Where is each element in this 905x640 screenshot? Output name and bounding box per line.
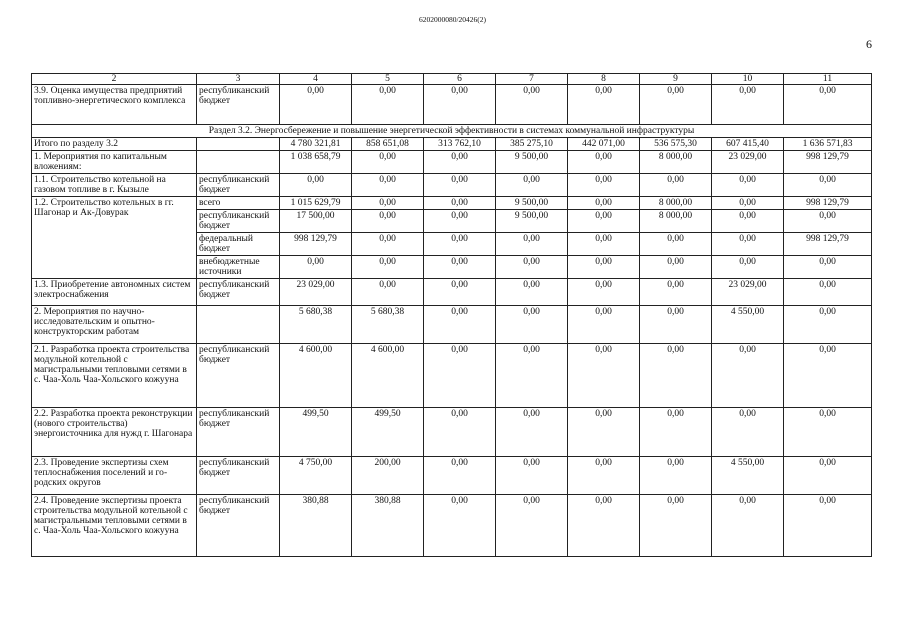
funding-source: федеральный бюджет [197, 233, 280, 256]
value-cell: 0,00 [496, 408, 568, 457]
value-cell: 385 275,10 [496, 138, 568, 151]
row-label: 2. Мероприятия по научно-исследовательским и опытно-конструкторским работам [32, 306, 197, 344]
funding-source: республиканский бюджет [197, 408, 280, 457]
value-cell: 0,00 [568, 408, 640, 457]
table-row [32, 138, 872, 151]
value-cell: 0,00 [496, 256, 568, 279]
value-cell: 0,00 [712, 408, 784, 457]
section-title: Раздел 3.2. Энергосбережение и повышение энергетической эффективности в системах коммунальной инфраструктуры [32, 125, 872, 138]
value-cell: 0,00 [424, 408, 496, 457]
table-body [32, 85, 872, 557]
value-cell: 0,00 [352, 174, 424, 197]
value-cell: 0,00 [568, 233, 640, 256]
value-cell: 0,00 [640, 306, 712, 344]
funding-source: республиканский бюджет [197, 85, 280, 125]
total-label: Итого по разделу 3.2 [32, 138, 197, 151]
column-header-8: 8 [568, 74, 640, 85]
row-label: 2.3. Проведение экспертизы схем теплоснабжения поселений и городских округов [32, 457, 197, 495]
value-cell: 4 780 321,81 [280, 138, 352, 151]
value-cell: 0,00 [496, 233, 568, 256]
value-cell: 0,00 [280, 85, 352, 125]
funding-source: республиканский бюджет [197, 210, 280, 233]
value-cell: 0,00 [640, 279, 712, 306]
section-row [32, 125, 872, 138]
row-label: 2.2. Разработка проекта реконструкции (нового строительства) энергоисточника для нужд г. Шагонара [32, 408, 197, 457]
value-cell: 0,00 [352, 233, 424, 256]
table-header [32, 74, 872, 85]
funding-source: республиканский бюджет [197, 457, 280, 495]
value-cell: 442 071,00 [568, 138, 640, 151]
value-cell: 4 600,00 [280, 344, 352, 408]
value-cell: 0,00 [496, 85, 568, 125]
funding-source: всего [197, 197, 280, 210]
value-cell: 0,00 [568, 151, 640, 174]
value-cell: 0,00 [784, 174, 872, 197]
value-cell: 0,00 [424, 256, 496, 279]
column-header-6: 6 [424, 74, 496, 85]
value-cell: 499,50 [280, 408, 352, 457]
value-cell: 0,00 [424, 279, 496, 306]
value-cell: 0,00 [640, 256, 712, 279]
value-cell: 4 550,00 [712, 457, 784, 495]
table-row [32, 151, 872, 174]
table-row [32, 457, 872, 495]
value-cell: 0,00 [496, 344, 568, 408]
value-cell: 0,00 [640, 174, 712, 197]
value-cell: 0,00 [784, 408, 872, 457]
funding-source: республиканский бюджет [197, 279, 280, 306]
funding-source [197, 138, 280, 151]
table-row [32, 197, 872, 210]
value-cell: 23 029,00 [712, 151, 784, 174]
value-cell: 0,00 [640, 457, 712, 495]
row-label: 3.9. Оценка имущества предприятий топливно-энергетического комплекса [32, 85, 197, 125]
value-cell: 0,00 [424, 344, 496, 408]
row-label: 2.4. Проведение экспертизы проекта строительства модульной котельной с магистральными тепловыми сетями в с. Чаа-Холь Чаа-Хольского кожууна [32, 495, 197, 557]
value-cell: 0,00 [784, 495, 872, 557]
value-cell: 0,00 [712, 85, 784, 125]
value-cell: 200,00 [352, 457, 424, 495]
value-cell: 0,00 [784, 256, 872, 279]
value-cell: 1 636 571,83 [784, 138, 872, 151]
value-cell: 0,00 [568, 85, 640, 125]
value-cell: 9 500,00 [496, 197, 568, 210]
value-cell: 0,00 [352, 197, 424, 210]
value-cell: 0,00 [424, 495, 496, 557]
value-cell: 0,00 [424, 233, 496, 256]
value-cell: 4 600,00 [352, 344, 424, 408]
value-cell: 0,00 [352, 210, 424, 233]
value-cell: 380,88 [352, 495, 424, 557]
value-cell: 0,00 [424, 210, 496, 233]
value-cell: 0,00 [784, 85, 872, 125]
value-cell: 23 029,00 [280, 279, 352, 306]
value-cell: 0,00 [640, 344, 712, 408]
row-label: 1.1. Строительство котельной на газовом топливе в г. Кызыле [32, 174, 197, 197]
table-row [32, 306, 872, 344]
table-row [32, 344, 872, 408]
value-cell: 0,00 [640, 408, 712, 457]
funding-source: республиканский бюджет [197, 174, 280, 197]
column-header-4: 4 [280, 74, 352, 85]
value-cell: 0,00 [424, 151, 496, 174]
value-cell: 0,00 [424, 306, 496, 344]
value-cell: 499,50 [352, 408, 424, 457]
value-cell: 1 038 658,79 [280, 151, 352, 174]
page-number: 6 [866, 37, 872, 51]
value-cell: 0,00 [784, 344, 872, 408]
value-cell: 0,00 [568, 344, 640, 408]
value-cell: 0,00 [784, 306, 872, 344]
value-cell: 0,00 [712, 495, 784, 557]
table-row [32, 85, 872, 125]
table-row [32, 495, 872, 557]
value-cell: 23 029,00 [712, 279, 784, 306]
value-cell: 0,00 [496, 495, 568, 557]
value-cell: 8 000,00 [640, 151, 712, 174]
value-cell: 998 129,79 [784, 151, 872, 174]
value-cell: 0,00 [424, 85, 496, 125]
value-cell: 998 129,79 [280, 233, 352, 256]
value-cell: 313 762,10 [424, 138, 496, 151]
value-cell: 9 500,00 [496, 151, 568, 174]
column-header-5: 5 [352, 74, 424, 85]
funding-source [197, 306, 280, 344]
value-cell: 0,00 [568, 256, 640, 279]
value-cell: 0,00 [352, 256, 424, 279]
value-cell: 0,00 [352, 85, 424, 125]
value-cell: 998 129,79 [784, 233, 872, 256]
funding-source: республиканский бюджет [197, 344, 280, 408]
value-cell: 5 680,38 [352, 306, 424, 344]
table-row [32, 408, 872, 457]
value-cell: 8 000,00 [640, 197, 712, 210]
value-cell: 1 015 629,79 [280, 197, 352, 210]
value-cell: 380,88 [280, 495, 352, 557]
column-header-9: 9 [640, 74, 712, 85]
value-cell: 0,00 [712, 233, 784, 256]
value-cell: 0,00 [568, 279, 640, 306]
funding-source: внебюджетные источники [197, 256, 280, 279]
value-cell: 0,00 [352, 151, 424, 174]
budget-table [31, 73, 872, 557]
row-label: 2.1. Разработка проекта строительства модульной котельной с магистральными тепловыми сетями в с. Чаа-Холь Чаа-Хольского кожууна [32, 344, 197, 408]
row-label: 1. Мероприятия по капитальным вложениям: [32, 151, 197, 174]
value-cell: 0,00 [424, 174, 496, 197]
value-cell: 0,00 [640, 233, 712, 256]
row-label: 1.3. Приобретение автономных систем электроснабжения [32, 279, 197, 306]
value-cell: 0,00 [496, 306, 568, 344]
funding-source [197, 151, 280, 174]
value-cell: 0,00 [280, 256, 352, 279]
value-cell: 0,00 [424, 197, 496, 210]
row-label: 1.2. Строительство котельных в гг. Шагонар и Ак-Довурак [32, 197, 197, 279]
value-cell: 0,00 [784, 457, 872, 495]
value-cell: 0,00 [568, 457, 640, 495]
column-header-7: 7 [496, 74, 568, 85]
table-row [32, 174, 872, 197]
table-row [32, 279, 872, 306]
value-cell: 0,00 [568, 210, 640, 233]
value-cell: 0,00 [352, 279, 424, 306]
value-cell: 17 500,00 [280, 210, 352, 233]
value-cell: 5 680,38 [280, 306, 352, 344]
value-cell: 8 000,00 [640, 210, 712, 233]
value-cell: 0,00 [568, 495, 640, 557]
value-cell: 0,00 [496, 457, 568, 495]
column-header-2: 2 [32, 74, 197, 85]
funding-source: республиканский бюджет [197, 495, 280, 557]
value-cell: 607 415,40 [712, 138, 784, 151]
value-cell: 0,00 [640, 495, 712, 557]
value-cell: 0,00 [496, 279, 568, 306]
value-cell: 0,00 [424, 457, 496, 495]
value-cell: 0,00 [784, 210, 872, 233]
column-header-10: 10 [712, 74, 784, 85]
value-cell: 998 129,79 [784, 197, 872, 210]
value-cell: 0,00 [568, 306, 640, 344]
value-cell: 0,00 [712, 344, 784, 408]
column-header-11: 11 [784, 74, 872, 85]
value-cell: 9 500,00 [496, 210, 568, 233]
value-cell: 0,00 [784, 279, 872, 306]
value-cell: 858 651,08 [352, 138, 424, 151]
value-cell: 0,00 [712, 174, 784, 197]
value-cell: 0,00 [568, 197, 640, 210]
value-cell: 0,00 [280, 174, 352, 197]
value-cell: 4 750,00 [280, 457, 352, 495]
document-id: 6202000080/20426(2) [418, 15, 487, 24]
column-header-3: 3 [197, 74, 280, 85]
value-cell: 0,00 [712, 210, 784, 233]
value-cell: 0,00 [712, 197, 784, 210]
value-cell: 0,00 [712, 256, 784, 279]
value-cell: 0,00 [496, 174, 568, 197]
value-cell: 0,00 [640, 85, 712, 125]
value-cell: 0,00 [568, 174, 640, 197]
value-cell: 4 550,00 [712, 306, 784, 344]
value-cell: 536 575,30 [640, 138, 712, 151]
